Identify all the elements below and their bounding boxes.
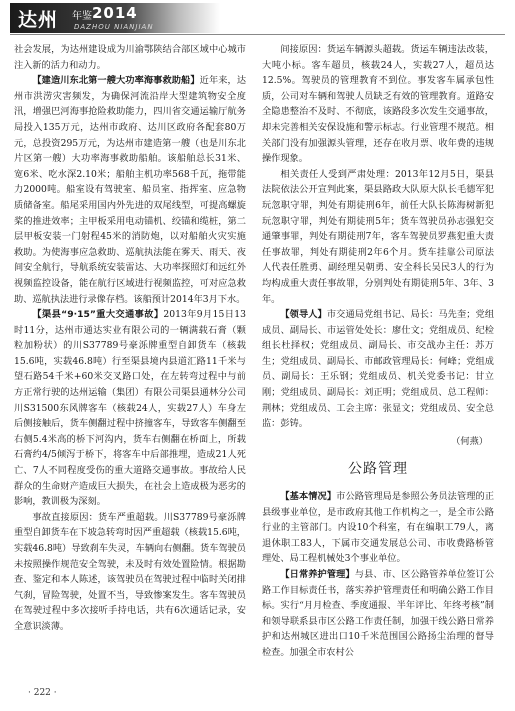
paragraph — [14, 307, 246, 510]
paragraph-heading: 【建造川东北第一艘大功率海事救助船】 — [32, 75, 200, 87]
paragraph-text: 近年来，达州市洪涝灾害频发，为确保河流沿岸大型建筑物安全度汛，增强巴河海事抢险救助能力，四川省交通运输厅航务局投入135万元，达州市政府、达川区政府各配套80万元，总投资295万元，为达州市建造第一艘（也是川东北片区第一艘）大功率海事救助船舶。该船舶总长31米、宽6米、吃水深2.10米；船舶主机功率568千瓦，拖带能力2000吨。船室设有驾驶室、船员室、指挥室、应急物质储备室。船尾采用国内外先进的双尾线型，可提高螺旋桨的推进效率；主甲板采用电动锚机、绞锚和缆桩，第二层甲板安装一门射程45米的消防炮，以对船舶火灾实施救助。为使海事应急救助、巡航执法能在雾天、雨天、夜间安全航行，导航系统安装雷达、大功率探照灯和远红外视频监控设备，能在航行区域进行视频监控，可对应急救助、巡航执法进行录像存档。该船预计2014年3月下水。 — [14, 75, 247, 305]
attribution: （何燕） — [451, 435, 488, 447]
paragraph-text: 2013年9月15日13时11分，达州市通达实业有限公司的一辆满载石膏（颗粒加粉状）的川S37789号豪泺牌重型自卸货车（核载15.6吨，实载46.8吨）行至渠县境内县道汇路11千米与望石路54千米+60米交叉路口处，在左转弯过程中与前方正常行驶的达州运输（集团）有限公司渠县通林分公司川S31500东风牌客车（核载24人，实载27人）车身左后侧接触后，货车侧翻过程中挤撞客车，导致客车侧翻至右侧5.4米高的桥下河沟内，货车右侧翻在桥面上，所载石膏约4/5倾泻于桥下，将客车中后部推埋，造成21人死亡、7人不同程度受伤的重大道路交通事故。事故给人民群众的生命财产造成巨大损失，在社会上造成极为恶劣的影响，教训极为深刻。 — [14, 309, 246, 508]
logo-subtitle: DAZHOU NIANJIAN — [74, 23, 154, 31]
paragraph — [14, 42, 246, 73]
logo-year: 2014 — [92, 4, 138, 22]
right-column — [262, 42, 494, 661]
right-column-top — [262, 42, 494, 432]
paragraph-heading: 【渠县“9·15”重大交通事故】 — [32, 309, 164, 321]
paragraph-text: 间接原因：货运车辆源头超载。货运车辆违法改装，大吨小标。客车超员，核载24人，实载27人，超员达12.5%。驾驶员的管理教育不到位。事发客车属承包性质，公司对车辆和驾驶人员缺乏有效的管理教育。道路安全隐患整治不及时、不彻底，该路段多次发生交通事故，却未完善相关安保设施和警示标志。行业管理不规范。相关部门没有加强源头管理，还存在收月票、收年费的违规操作现象。 — [262, 44, 494, 165]
paragraph-text: 相关责任人受到严肃处理：2013年12月5日，渠县法院依法公开宣判此案，渠县路政大队原大队长毛德军犯玩忽职守罪，判处有期徒刑6年，前任大队长陈海树新犯玩忽职守罪，判处有期徒刑5年；货车驾驶员孙志强犯交通肇事罪，判处有期徒刑7年，客车驾驶员罗燕犯重大责任事故罪，判处有期徒刑2年6个月。货车挂靠公司原法人代表任胜勇、副经理吴朝勇、安全科长吴民3人的行为均构成重大责任事故罪，分别判处有期徒刑5年、3年、3年。 — [262, 168, 494, 305]
paragraph-text: 市公路管理局是参照公务员法管理的正县级事业单位，是市政府其他工作机构之一，是全市公路行业的主管部门。内设10个科室，有在编职工79人，离退休职工83人，下属市交通发展总公司、市收费路桥管理处、局工程机械处3个事业单位。 — [262, 491, 495, 565]
section-title: 公路管理 — [348, 461, 408, 478]
paragraph — [262, 567, 494, 661]
logo-year-label: 年鉴 — [72, 11, 92, 22]
paragraph-text: 市交通局党组书记、局长：马先奎；党组成员、副局长、市运管处处长：廖仕文；党组成员、纪检组长杜择权；党组成员、副局长、市交战办主任：苏万生；党组成员、副局长、市邮政管理局长：何峰；党组成员、副局长：王乐钢；党组成员、机关党委书记：甘立刚；党组成员、副局长：刘正明；党组成员、总工程师：荆林；党组成员、工会主席：张显文；党组成员、安全总监：彭铸。 — [262, 309, 495, 430]
paragraph — [14, 73, 246, 307]
logo-title: 达州 — [18, 9, 59, 31]
paragraph — [262, 307, 494, 432]
right-column-bottom — [262, 489, 494, 661]
paragraph-text: 社会发展，为达州建设成为川渝鄂陕结合部区域中心城市注入新的活力和动力。 — [14, 44, 246, 71]
paragraph-heading: 【领导人】 — [280, 309, 327, 321]
yearbook-logo — [10, 3, 220, 33]
paragraph — [262, 42, 494, 167]
paragraph — [14, 510, 246, 635]
paragraph-text: 事故直接原因：货车严重超载。川S37789号豪泺牌重型自卸货车在下坡急转弯时因严重超载（核载15.6吨，实载46.8吨）导致刹车失灵，车辆向右侧翻。货车驾驶员未按照操作规范安全驾驶，未及时有效处置险情。根据勘查、鉴定和本人陈述，该驾驶员在驾驶过程中临时关闭排气刹，冒险驾驶，处置不当，导致惨案发生。客车驾驶员在驾驶过程中多次接听手持电话，共有6次通话记录，安全意识淡薄。 — [14, 511, 246, 632]
paragraph-heading: 【基本情况】 — [280, 491, 337, 503]
paragraph — [262, 167, 494, 307]
header-divider — [10, 34, 505, 35]
page-header — [0, 0, 515, 36]
paragraph — [262, 489, 494, 567]
left-column — [14, 42, 246, 635]
paragraph-heading: 【日常养护管理】 — [280, 569, 355, 580]
page-number: · 222 · — [28, 688, 57, 698]
paragraph-text: 与县、市、区公路管养单位签订公路工作目标责任书，落实养护管理责任和明确公路工作目标。实行“月月检查、季度通报、半年评比、年终考核”制和领导联系县市区公路工作责任制，加强干线公路日常养护和达州城区进出口10千米范围国公路扬尘治理的督导检查。加强全市农村公 — [262, 569, 495, 658]
